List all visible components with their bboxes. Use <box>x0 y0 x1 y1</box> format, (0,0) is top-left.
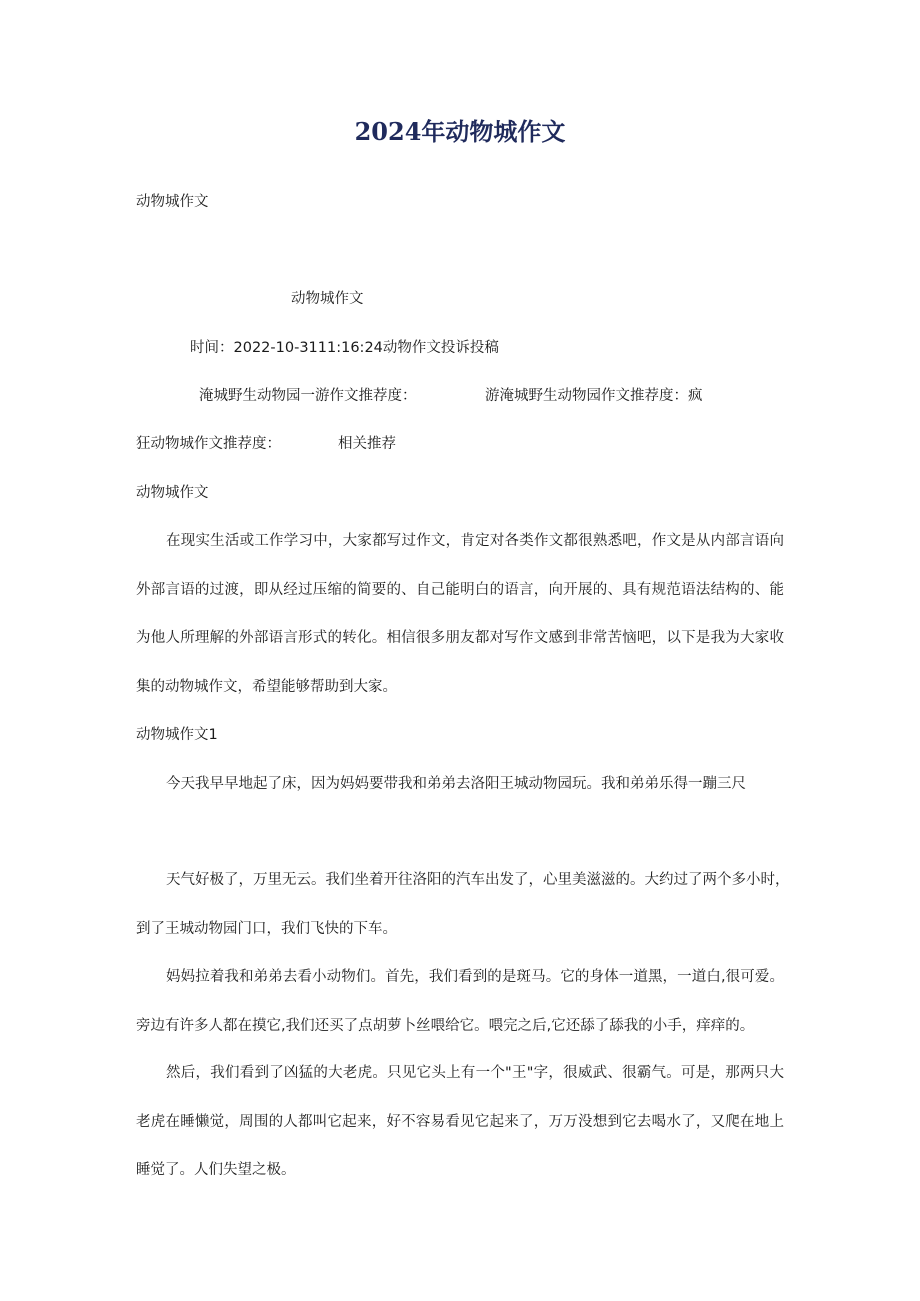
essay-1-paragraph-line: 然后，我们看到了凶猛的大老虎。只见它头上有一个"王"字，很威武、很霸气。可是，那两只大 <box>166 1065 784 1081</box>
related-article-1: 淹城野生动物园一游作文推荐度： <box>199 388 417 404</box>
related-article-2: 游淹城野生动物园作文推荐度：疯 <box>485 388 703 404</box>
document-title: 2024年动物城作文 <box>354 117 566 146</box>
essay-1-paragraph-line: 今天我早早地起了床，因为妈妈要带我和弟弟去洛阳王城动物园玩。我和弟弟乐得一蹦三尺 <box>166 776 746 792</box>
essay-1-paragraph-line: 睡觉了。人们失望之极。 <box>136 1162 296 1178</box>
meta-time-line: 时间：2022-10-3111:16:24动物作文投诉投稿 <box>190 340 499 356</box>
intro-paragraph-line: 集的动物城作文，希望能够帮助到大家。 <box>136 679 397 695</box>
essay-1-paragraph-line: 妈妈拉着我和弟弟去看小动物们。首先，我们看到的是斑马。它的身体一道黑，一道白,很可爱。 <box>166 969 784 985</box>
essay-1-paragraph-line: 老虎在睡懒觉，周围的人都叫它起来，好不容易看见它起来了，万万没想到它去喝水了，又爬在地上 <box>136 1114 784 1130</box>
intro-paragraph-line: 为他人所理解的外部语言形式的转化。相信很多朋友都对写作文感到非常苦恼吧，以下是我为大家收 <box>136 630 784 646</box>
intro-paragraph-line: 在现实生活或工作学习中，大家都写过作文，肯定对各类作文都很熟悉吧，作文是从内部言语向 <box>166 533 784 549</box>
subheading-animal-city-essay: 动物城作文 <box>291 291 364 307</box>
related-article-3: 狂动物城作文推荐度： <box>136 436 281 452</box>
intro-paragraph-line: 外部言语的过渡，即从经过压缩的简要的、自己能明白的语言，向开展的、具有规范语法结构的、能 <box>136 582 784 598</box>
related-recommend-label: 相关推荐 <box>338 436 396 452</box>
heading-animal-city-essay: 动物城作文 <box>136 194 209 210</box>
essay-1-paragraph-line: 到了王城动物园门口，我们飞快的下车。 <box>136 921 397 937</box>
essay-1-paragraph-line: 天气好极了，万里无云。我们坐着开往洛阳的汽车出发了，心里美滋滋的。大约过了两个多小时， <box>166 872 790 888</box>
essay-1-title: 动物城作文1 <box>136 727 218 743</box>
heading-animal-city-essay-2: 动物城作文 <box>136 485 209 501</box>
essay-1-paragraph-line: 旁边有许多人都在摸它,我们还买了点胡萝卜丝喂给它。喂完之后,它还舔了舔我的小手，痒痒的。 <box>136 1018 755 1034</box>
